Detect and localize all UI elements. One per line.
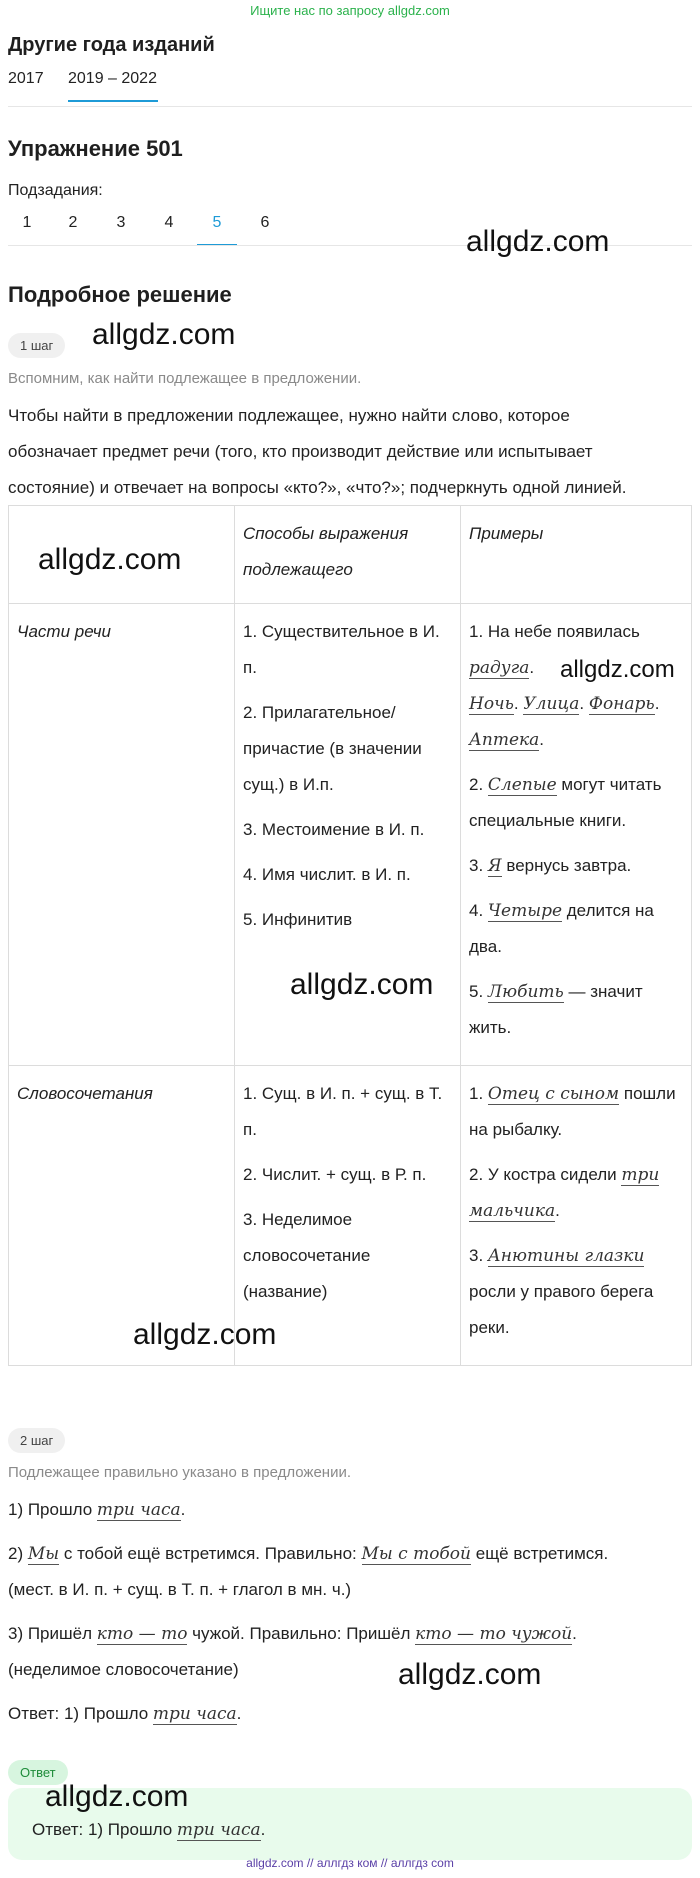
underlined-subject: Мы	[27, 1544, 60, 1564]
watermark: allgdz.com	[92, 318, 236, 351]
subtask-tab-5[interactable]: 5	[197, 214, 237, 246]
watermark: allgdz.com	[466, 225, 610, 258]
answer-prefix: Ответ: 1) Прошло	[32, 1820, 173, 1839]
example-item: 2. У костра сидели три мальчика.	[469, 1165, 660, 1221]
example-text: вернусь завтра.	[506, 856, 632, 875]
example-text: 1.	[469, 1084, 484, 1103]
watermark: allgdz.com	[45, 1780, 189, 1813]
underlined-subject: радуга	[469, 658, 530, 678]
step-hint: Вспомним, как найти подлежащее в предложении.	[8, 370, 362, 387]
underlined-subject: кто — то	[96, 1624, 188, 1644]
underlined-subject: Фонарь	[588, 694, 655, 714]
tab-year-2019-2022[interactable]: 2019 – 2022	[68, 70, 158, 102]
example-text: пошли на рыбалку.	[469, 1084, 676, 1139]
step-explanation	[8, 398, 698, 506]
table-header-cell: Примеры	[461, 506, 692, 604]
underlined-subject: Слепые	[487, 775, 557, 795]
list-item: 1. Сущ. в И. п. + сущ. в Т. п.	[243, 1084, 443, 1139]
solution-text: Ответ: 1) Прошло	[8, 1704, 149, 1723]
table-cell: Словосочетания	[9, 1066, 235, 1366]
underlined-subject: Отец с сыном	[487, 1084, 620, 1104]
example-text: 4.	[469, 901, 484, 920]
example-text: могут читать специальные книги.	[469, 775, 662, 830]
solution-answer-line: Ответ: 1) Прошло три часа.	[8, 1704, 242, 1724]
underlined-subject: Мы с тобой	[361, 1544, 471, 1564]
subject-rules-table	[8, 505, 692, 1366]
example-text: 2. У костра сидели	[469, 1165, 617, 1184]
example-text: 3.	[469, 856, 484, 875]
exercise-title: Упражнение 501	[8, 136, 183, 161]
example-item	[469, 1238, 683, 1346]
table-cell	[461, 1066, 692, 1366]
list-item: 1. Существительное в И. п.	[243, 622, 440, 677]
example-item: 1. На небе появилась радуга. Ночь. Улица. Фонарь. Аптека.	[469, 622, 660, 750]
underlined-subject: Аптека	[469, 730, 540, 750]
underlined-subject: кто — то чужой	[415, 1624, 573, 1644]
watermark: allgdz.com	[560, 656, 675, 683]
example-text: 3.	[469, 1246, 484, 1265]
solution-text: ещё встретимся.	[475, 1544, 609, 1563]
step-badge: 2 шаг	[8, 1428, 65, 1453]
top-banner[interactable]: Ищите нас по запросу allgdz.com	[250, 3, 450, 18]
solution-text: чужой. Правильно: Пришёл	[192, 1624, 411, 1643]
solution-note: (неделимое словосочетание)	[8, 1660, 239, 1679]
solution-text: 2)	[8, 1544, 24, 1563]
subtask-tab-6[interactable]: 6	[260, 214, 270, 231]
example-item	[469, 1076, 683, 1148]
watermark: allgdz.com	[133, 1318, 277, 1351]
list-item: 3. Неделимое словосочетание (название)	[243, 1210, 371, 1301]
example-item	[469, 767, 683, 839]
text-line: состояние) и отвечает на вопросы «кто?», «что?»; подчеркнуть одной линией.	[8, 478, 627, 497]
table-header-cell: Способы выражения подлежащего	[235, 506, 461, 604]
example-text: делится на два.	[469, 901, 654, 956]
example-item	[469, 974, 683, 1046]
example-item	[469, 893, 683, 965]
footer-links[interactable]: allgdz.com // аллгдз ком // аллгдз com	[246, 1856, 454, 1870]
answer-text: Ответ: 1) Прошло три часа.	[32, 1820, 266, 1840]
step-hint: Подлежащее правильно указано в предложении.	[8, 1464, 352, 1481]
tab-year-2017[interactable]: 2017	[8, 70, 44, 87]
underlined-subject: три часа	[96, 1500, 181, 1520]
example-text: — значит жить.	[469, 982, 643, 1037]
underlined-subject: Любить	[487, 982, 564, 1002]
answer-badge: Ответ	[8, 1760, 68, 1785]
subtask-tab-4[interactable]: 4	[164, 214, 174, 231]
list-item: 5. Инфинитив	[243, 910, 353, 929]
subtask-tab-1[interactable]: 1	[22, 214, 32, 231]
step-badge: 1 шаг	[8, 333, 65, 358]
solution-line	[8, 1544, 608, 1564]
text-line: обозначает предмет речи (того, кто производит действие или испытывает	[8, 442, 593, 461]
underlined-subject: три мальчика	[469, 1165, 660, 1221]
watermark: allgdz.com	[38, 543, 182, 576]
underlined-subject: Четыре	[487, 901, 563, 921]
list-item: 2. Числит. + сущ. в Р. п.	[243, 1165, 427, 1184]
underlined-subject: Улица	[523, 694, 580, 714]
underlined-subject: три часа	[152, 1704, 237, 1724]
solution-line: 1) Прошло три часа.	[8, 1500, 186, 1520]
example-text: 5.	[469, 982, 484, 1001]
list-item: 4. Имя числит. в И. п.	[243, 865, 411, 884]
watermark: allgdz.com	[398, 1658, 542, 1691]
solution-note: (мест. в И. п. + сущ. в Т. п. + глагол в мн. ч.)	[8, 1580, 352, 1599]
solution-text: 3) Пришёл	[8, 1624, 93, 1643]
list-item: 2. Прилагательное/ причастие (в значении сущ.) в И.п.	[243, 703, 422, 794]
solution-text: с тобой ещё встретимся. Правильно:	[63, 1544, 357, 1563]
solution-text: 1) Прошло	[8, 1500, 93, 1519]
underlined-subject: Ночь	[469, 694, 514, 714]
underlined-subject: Я	[487, 856, 502, 876]
text-line: Чтобы найти в предложении подлежащее, нужно найти слово, которое	[8, 406, 570, 425]
solution-line: 3) Пришёл кто — то чужой. Правильно: Пришёл кто — то чужой.	[8, 1624, 577, 1644]
subtasks-label: Подзадания:	[8, 182, 103, 199]
watermark: allgdz.com	[290, 968, 434, 1001]
example-item	[469, 848, 683, 884]
example-text: 1. На небе появилась	[469, 622, 640, 641]
subtask-tab-2[interactable]: 2	[68, 214, 78, 231]
example-text: росли у правого берега реки.	[469, 1282, 654, 1337]
underlined-subject: три часа	[176, 1820, 261, 1840]
example-text: 2.	[469, 775, 484, 794]
underlined-subject: Анютины глазки	[487, 1246, 645, 1266]
table-row	[9, 1066, 692, 1366]
list-item: 3. Местоимение в И. п.	[243, 820, 425, 839]
table-cell: Части речи	[9, 604, 235, 1066]
solution-heading: Подробное решение	[8, 282, 232, 307]
subtask-tab-3[interactable]: 3	[116, 214, 126, 231]
other-years-heading: Другие года изданий	[8, 34, 215, 56]
divider	[8, 106, 692, 107]
